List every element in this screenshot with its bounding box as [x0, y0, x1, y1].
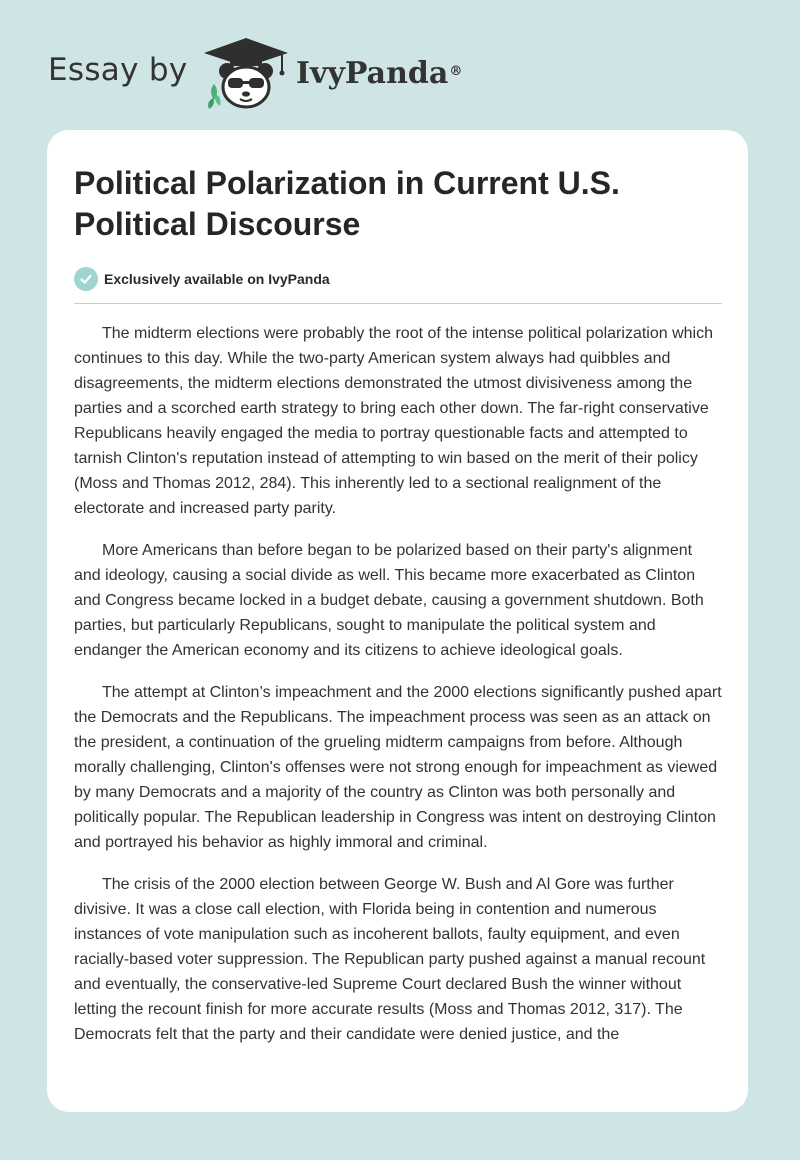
- paragraph-4: The crisis of the 2000 election between George W. Bush and Al Gore was further divisive. It was a close call election, with Florida being in contention and numerous instances of vote manipulation such as incoherent ballots, faulty equipment, and even racially-based voter suppression. The Republican party pushed against a manual recount and eventually, the conservative-led Supreme Court declared Bush the winner without letting the recount finish for more accurate results (Moss and Thomas 2012, 317). The Democrats felt that the party and their candidate were denied justice, and the: [74, 876, 706, 1043]
- brand-name[interactable]: IvyPanda®: [296, 56, 463, 91]
- essay-title: Political Polarization in Current U.S. Political Discourse: [74, 165, 620, 242]
- trademark-symbol: ®: [449, 64, 463, 79]
- site-header: [0, 0, 800, 130]
- divider: [74, 303, 722, 304]
- essay-by-label: Essay by: [48, 52, 188, 88]
- paragraph-2: More Americans than before began to be polarized based on their party's alignment and ideology, causing a social divide as well. This became more exacerbated as Clinton and Congress became locked in a budget debate, causing a government shutdown. Both parties, but particularly Republicans, sought to manipulate the political system and endanger the American economy and its citizens to achieve ideological goals.: [74, 542, 704, 659]
- exclusive-label: Exclusively available on IvyPanda: [104, 271, 330, 287]
- panda-graduate-icon[interactable]: [200, 36, 292, 110]
- checkmark-icon: [74, 267, 98, 291]
- exclusive-badge: [74, 266, 722, 292]
- essay-body: [74, 321, 722, 1047]
- paragraph-1: The midterm elections were probably the root of the intense political polarization which continues to this day. While the two-party American system always had quibbles and disagreements, the midterm elections demonstrated the utmost divisiveness among the parties and a scorched earth strategy to bring each other down. The far-right conservative Republicans heavily engaged the media to portray questionable facts and attempted to tarnish Clinton's reputation instead of attempting to win based on the merit of their policy (Moss and Thomas 2012, 284). This inherently led to a sectional realignment of the electorate and increased party parity.: [74, 325, 713, 517]
- paragraph-3: The attempt at Clinton’s impeachment and the 2000 elections significantly pushed apart the Democrats and the Republicans. The impeachment process was seen as an attack on the president, a continuation of the grueling midterm campaigns from before. Although morally challenging, Clinton's offenses were not strong enough for impeachment as viewed by many Democrats and a majority of the country as Clinton was both personally and politically popular. The Republican leadership in Congress was intent on destroying Clinton and portrayed his behavior as highly immoral and criminal.: [74, 684, 722, 851]
- essay-card: [47, 130, 748, 1112]
